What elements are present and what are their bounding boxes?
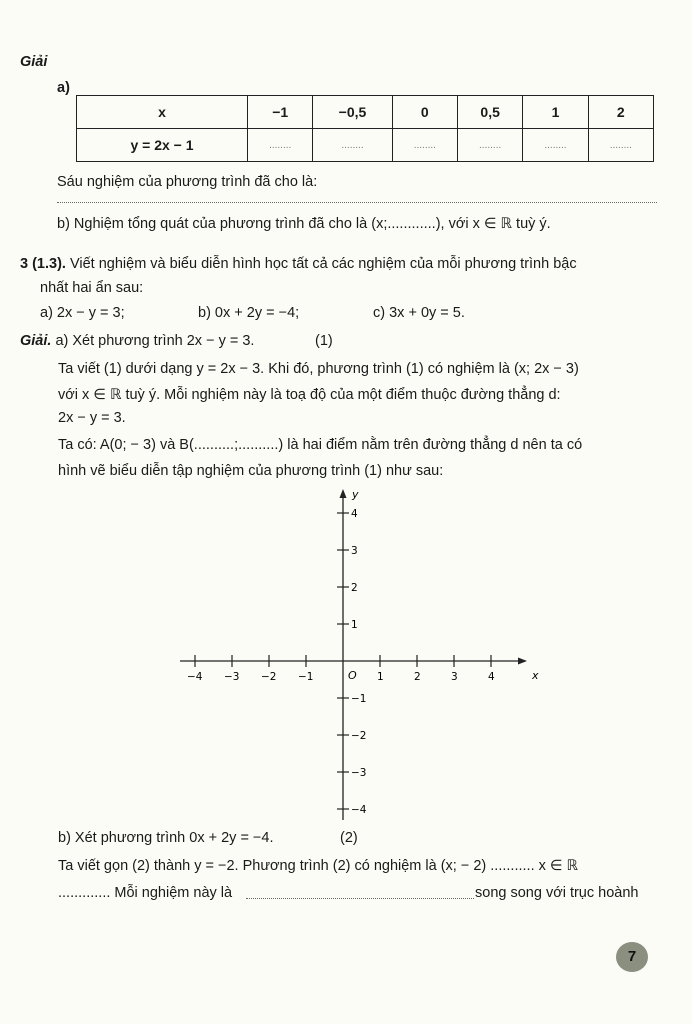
exercise-title: Viết nghiệm và biểu diễn hình học tất cả các nghiệm của mỗi phương trình bậc bbox=[65, 256, 577, 272]
part-a-label: a) bbox=[57, 80, 70, 96]
y-tick-label: 3 bbox=[351, 545, 358, 557]
b-paragraph-2b: song song với trục hoành bbox=[475, 885, 639, 901]
value-table bbox=[76, 95, 654, 162]
a-paragraph-3: 2x − y = 3. bbox=[58, 410, 126, 426]
x-tick-label: 2 bbox=[414, 671, 421, 683]
origin-label: O bbox=[348, 669, 357, 682]
answer-blank-line[interactable] bbox=[246, 898, 474, 899]
general-solution-text: b) Nghiệm tổng quát của phương trình đã cho là (x;............), với x ∈ ℝ tuỳ ý. bbox=[57, 216, 551, 232]
table-blank[interactable]: ........ bbox=[313, 129, 392, 162]
table-cell: 1 bbox=[523, 96, 588, 129]
y-axis-label: y bbox=[352, 488, 359, 501]
x-tick-label: 3 bbox=[451, 671, 458, 683]
solution-label: Giải bbox=[20, 54, 48, 70]
table-cell: −0,5 bbox=[313, 96, 392, 129]
solution-label: Giải. bbox=[20, 333, 52, 349]
x-tick-label: 4 bbox=[488, 671, 495, 683]
x-tick-label: −4 bbox=[187, 671, 203, 683]
a-paragraph-5: hình vẽ biểu diễn tập nghiệm của phương trình (1) như sau: bbox=[58, 463, 444, 479]
y-tick-label: 1 bbox=[351, 619, 358, 631]
y-axis-arrow-icon bbox=[340, 489, 347, 498]
answer-blank-line[interactable] bbox=[57, 202, 657, 203]
x-tick-label: −1 bbox=[298, 671, 314, 683]
b-paragraph-2a: ............. Mỗi nghiệm này là bbox=[58, 885, 233, 901]
part-a-eq: a) 2x − y = 3; bbox=[40, 305, 125, 321]
table-cell: −1 bbox=[248, 96, 313, 129]
a-paragraph-4: Ta có: A(0; − 3) và B(..........;..........) là hai điểm nằm trên đường thẳng d nên ta có bbox=[58, 437, 583, 453]
table-blank[interactable]: ........ bbox=[457, 129, 522, 162]
x-axis-arrow-icon bbox=[518, 658, 527, 665]
b-intro: b) Xét phương trình 0x + 2y = −4. bbox=[58, 830, 274, 846]
table-blank[interactable]: ........ bbox=[392, 129, 457, 162]
x-tick-label: −2 bbox=[261, 671, 277, 683]
y-tick-label: −3 bbox=[351, 767, 367, 779]
table-blank[interactable]: ........ bbox=[248, 129, 313, 162]
table-blank[interactable]: ........ bbox=[523, 129, 588, 162]
table-cell: x bbox=[77, 96, 248, 129]
b-paragraph-1: Ta viết gọn (2) thành y = −2. Phương trình (2) có nghiệm là (x; − 2) ........... x ∈ ℝ bbox=[58, 858, 579, 874]
eq-number-2: (2) bbox=[340, 830, 358, 846]
x-axis-label: x bbox=[532, 669, 539, 682]
exercise-number: 3 (1.3). bbox=[20, 256, 66, 272]
a-paragraph-1: Ta viết (1) dưới dạng y = 2x − 3. Khi đó, phương trình (1) có nghiệm là (x; 2x − 3) bbox=[58, 361, 579, 377]
y-tick-label: −1 bbox=[351, 693, 367, 705]
page-number: 7 bbox=[616, 942, 648, 972]
a-intro: a) Xét phương trình 2x − y = 3. bbox=[55, 333, 255, 349]
table-cell: 0 bbox=[392, 96, 457, 129]
x-tick-label: −3 bbox=[224, 671, 240, 683]
a-paragraph-2: với x ∈ ℝ tuỳ ý. Mỗi nghiệm này là toạ độ của một điểm thuộc đường thẳng d: bbox=[58, 387, 561, 403]
exercise-title-cont: nhất hai ẩn sau: bbox=[40, 280, 144, 296]
y-tick-label: −4 bbox=[351, 804, 367, 816]
table-cell: y = 2x − 1 bbox=[77, 129, 248, 162]
table-row bbox=[77, 96, 654, 129]
six-solutions-text: Sáu nghiệm của phương trình đã cho là: bbox=[57, 174, 318, 190]
y-tick-label: 2 bbox=[351, 582, 358, 594]
y-tick-label: −2 bbox=[351, 730, 367, 742]
table-cell: 2 bbox=[588, 96, 653, 129]
part-b-eq: b) 0x + 2y = −4; bbox=[198, 305, 300, 321]
x-tick-label: 1 bbox=[377, 671, 384, 683]
table-row bbox=[77, 129, 654, 162]
y-tick-label: 4 bbox=[351, 508, 358, 520]
table-cell: 0,5 bbox=[457, 96, 522, 129]
part-c-eq: c) 3x + 0y = 5. bbox=[373, 305, 465, 321]
table-blank[interactable]: ........ bbox=[588, 129, 653, 162]
eq-number-1: (1) bbox=[315, 333, 333, 349]
coordinate-plane bbox=[170, 485, 550, 825]
